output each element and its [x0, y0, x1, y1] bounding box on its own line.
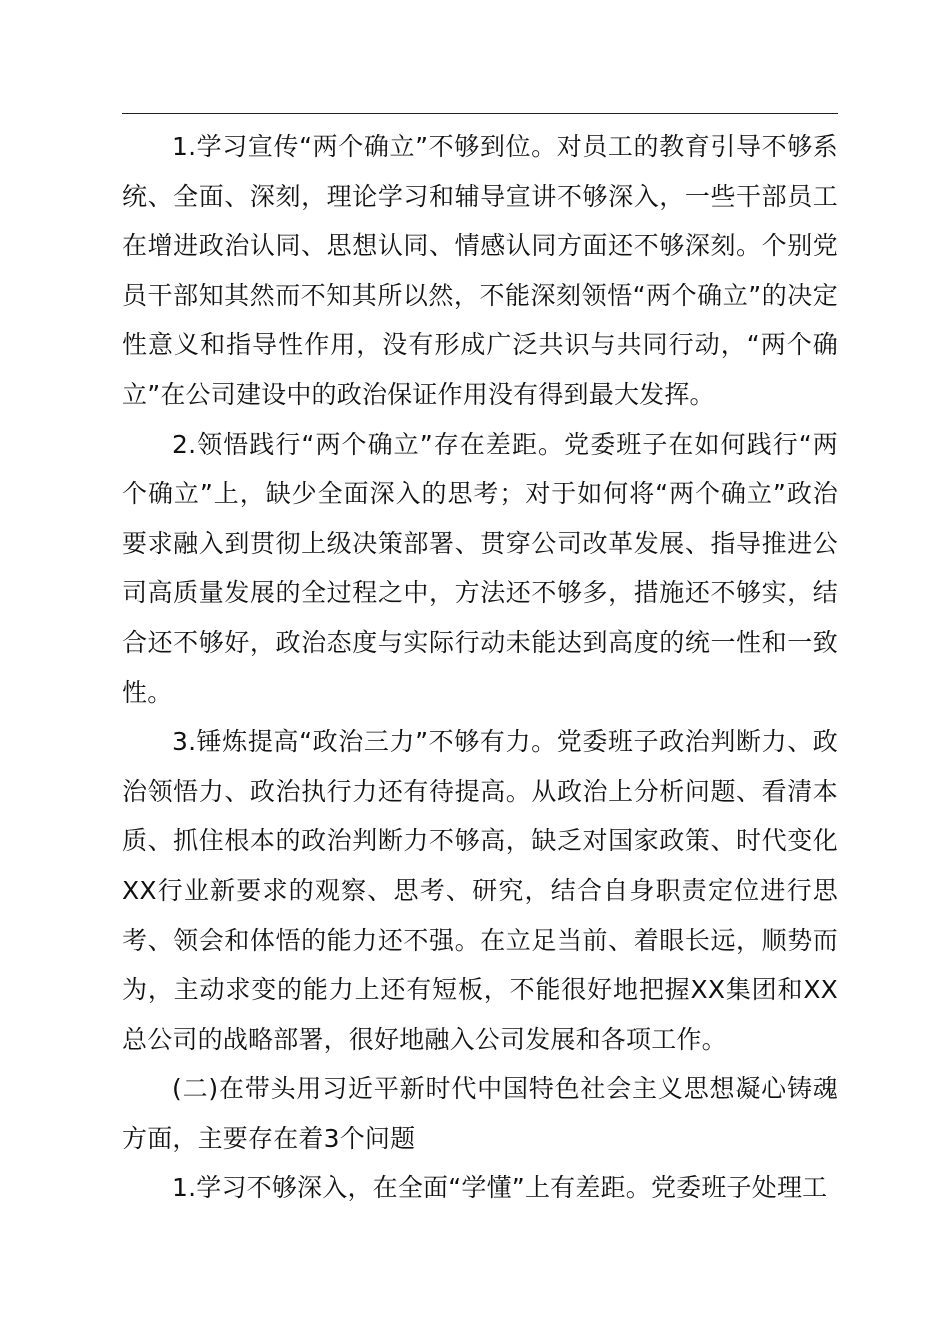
paragraph-3: 3.锤炼提高“政治三力”不够有力。党委班子政治判断力、政治领悟力、政治执行力还有待提高。从政治上分析问题、看清本质、抓住根本的政治判断力不够高，缺乏对国家政策、时代变化XX行业新要求的观察、思考、研究，结合自身职责定位进行思考、领会和体悟的能力还不强。在立足当前、着眼长远，顺势而为，主动求变的能力上还有短板，不能很好地把握XX集团和XX总公司的战略部署，很好地融入公司发展和各项工作。	[122, 727, 838, 1054]
paragraph-2: 2.领悟践行“两个确立”存在差距。党委班子在如何践行“两个确立”上，缺少全面深入的思考；对于如何将“两个确立”政治要求融入到贯彻上级决策部署、贯穿公司改革发展、指导推进公司高质量发展的全过程之中，方法还不够多，措施还不够实，结合还不够好，政治态度与实际行动未能达到高度的统一性和一致性。	[122, 429, 838, 707]
document-body	[122, 122, 838, 1213]
header-rule	[122, 113, 838, 114]
paragraph-4: 1.学习不够深入，在全面“学懂”上有差距。党委班子处理工	[172, 1173, 828, 1203]
section-heading: (二)在带头用习近平新时代中国特色社会主义思想凝心铸魂方面，主要存在着3个问题	[122, 1074, 838, 1153]
paragraph-1: 1.学习宣传“两个确立”不够到位。对员工的教育引导不够系统、全面、深刻，理论学习和辅导宣讲不够深入，一些干部员工在增进政治认同、思想认同、情感认同方面还不够深刻。个别党员干部知其然而不知其所以然，不能深刻领悟“两个确立”的决定性意义和指导性作用，没有形成广泛共识与共同行动，“两个确立”在公司建设中的政治保证作用没有得到最大发挥。	[122, 132, 838, 409]
